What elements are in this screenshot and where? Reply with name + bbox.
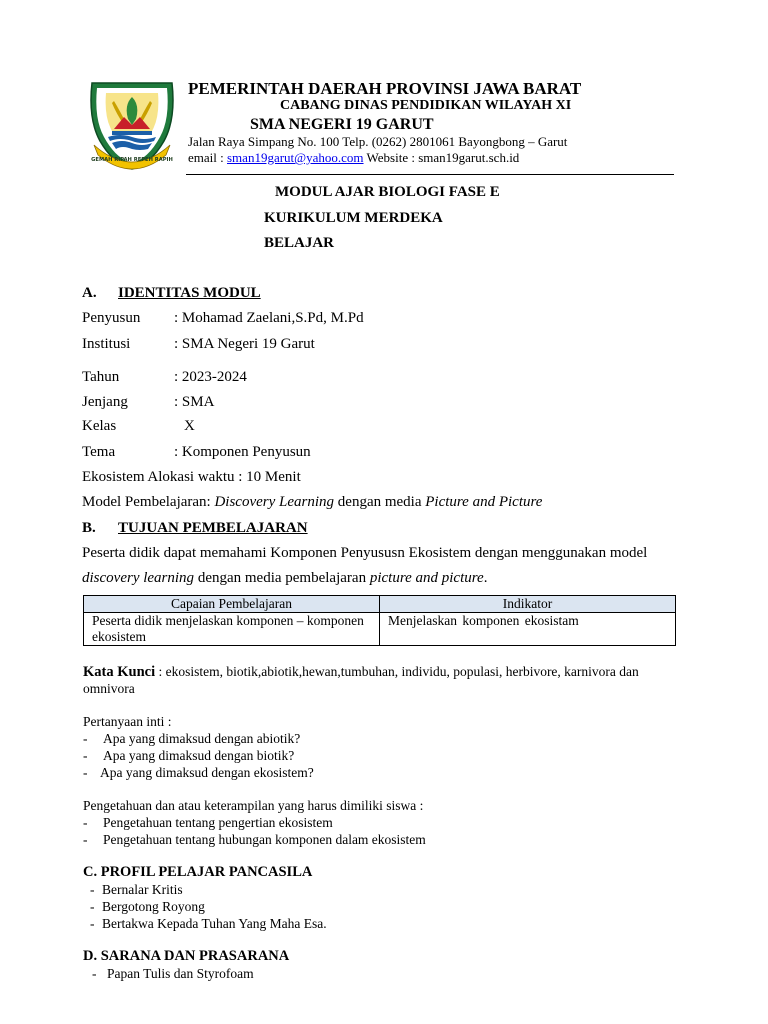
model-media: Picture and Picture bbox=[425, 494, 543, 510]
section-d-heading: D. SARANA DAN PRASARANA bbox=[83, 948, 290, 964]
alokasi-waktu: Ekosistem Alokasi waktu : 10 Menit bbox=[82, 469, 301, 485]
value-institusi: : SMA Negeri 19 Garut bbox=[174, 336, 315, 352]
cell-indikator: Menjelaskan komponen ekosistam bbox=[380, 613, 676, 646]
bullet: - bbox=[92, 966, 97, 981]
email-label: email : bbox=[188, 150, 227, 165]
tujuan-media: picture and picture bbox=[369, 570, 484, 586]
pertanyaan-heading: Pertanyaan inti : bbox=[83, 714, 172, 729]
list-item bbox=[83, 731, 88, 747]
header-indikator: Indikator bbox=[380, 596, 676, 613]
bullet: - bbox=[90, 916, 95, 931]
module-title: MODUL AJAR BIOLOGI FASE E bbox=[275, 184, 500, 200]
value-tahun: : 2023-2024 bbox=[174, 369, 247, 385]
bullet: - bbox=[83, 765, 88, 780]
curriculum-title-cont: BELAJAR bbox=[264, 235, 335, 251]
bullet: - bbox=[90, 882, 95, 897]
website-text: Website : sman19garut.sch.id bbox=[363, 150, 520, 165]
list-item bbox=[90, 899, 95, 915]
tujuan-paragraph: Peserta didik dapat memahami Komponen Penyususn Ekosistem dengan menggunakan model bbox=[82, 545, 648, 561]
label-tahun: Tahun bbox=[82, 369, 120, 385]
pertanyaan-item-1: Apa yang dimaksud dengan abiotik? bbox=[103, 731, 301, 746]
government-name: PEMERINTAH DAERAH PROVINSI JAWA BARAT bbox=[188, 79, 582, 98]
list-item bbox=[83, 748, 88, 764]
bullet: - bbox=[83, 832, 88, 847]
email-link[interactable]: sman19garut@yahoo.com bbox=[227, 150, 364, 165]
value-jenjang: : SMA bbox=[174, 394, 215, 410]
section-a-heading: IDENTITAS MODUL bbox=[118, 285, 261, 301]
contact-line bbox=[188, 150, 519, 166]
section-b-heading: TUJUAN PEMBELAJARAN bbox=[118, 520, 308, 536]
capaian-indikator-table bbox=[83, 595, 676, 646]
profil-item-3: Bertakwa Kepada Tuhan Yang Maha Esa. bbox=[102, 916, 327, 931]
tujuan-paragraph-cont bbox=[82, 570, 487, 587]
letterhead-divider bbox=[186, 174, 674, 175]
pertanyaan-item-2: Apa yang dimaksud dengan biotik? bbox=[103, 748, 295, 763]
kata-kunci-text: : ekosistem, biotik,abiotik,hewan,tumbuhan, individu, populasi, herbivore, karnivora dan bbox=[155, 664, 639, 679]
kata-kunci-cont: omnivora bbox=[83, 681, 135, 696]
model-pembelajaran bbox=[82, 494, 542, 511]
section-c-heading: C. PROFIL PELAJAR PANCASILA bbox=[83, 864, 313, 880]
label-kelas: Kelas bbox=[82, 418, 117, 434]
cell-capaian: Peserta didik menjelaskan komponen – komponen ekosistem bbox=[84, 613, 380, 646]
kata-kunci bbox=[83, 664, 639, 681]
label-penyusun: Penyusun bbox=[82, 310, 141, 326]
pengetahuan-item-1: Pengetahuan tentang pengertian ekosistem bbox=[103, 815, 333, 830]
table-header-row bbox=[84, 596, 676, 613]
pertanyaan-item-3: Apa yang dimaksud dengan ekosistem? bbox=[100, 765, 314, 780]
curriculum-title: KURIKULUM MERDEKA bbox=[264, 210, 443, 226]
kata-kunci-label: Kata Kunci bbox=[83, 664, 156, 680]
profil-item-2: Bergotong Royong bbox=[102, 899, 205, 914]
tujuan-end: . bbox=[483, 570, 488, 586]
school-name: SMA NEGERI 19 GARUT bbox=[250, 116, 434, 133]
label-tema: Tema bbox=[82, 444, 116, 460]
tujuan-model: discovery learning bbox=[82, 570, 195, 586]
list-item bbox=[83, 815, 88, 831]
list-item bbox=[83, 765, 88, 781]
profil-item-1: Bernalar Kritis bbox=[102, 882, 183, 897]
provincial-emblem-logo bbox=[84, 79, 180, 171]
tujuan-mid: dengan media pembelajaran bbox=[194, 570, 370, 586]
sarana-item-1: Papan Tulis dan Styrofoam bbox=[107, 966, 254, 981]
model-prefix: Model Pembelajaran: bbox=[82, 494, 215, 510]
bullet: - bbox=[83, 731, 88, 746]
value-penyusun: : Mohamad Zaelani,S.Pd, M.Pd bbox=[174, 310, 364, 326]
school-address: Jalan Raya Simpang No. 100 Telp. (0262) 2801061 Bayongbong – Garut bbox=[188, 134, 568, 149]
value-tema: : Komponen Penyusun bbox=[174, 444, 311, 460]
list-item bbox=[90, 882, 95, 898]
section-a-letter: A. bbox=[82, 285, 97, 301]
list-item bbox=[90, 916, 95, 932]
header-capaian: Capaian Pembelajaran bbox=[84, 596, 380, 613]
list-item bbox=[92, 966, 97, 982]
label-jenjang: Jenjang bbox=[82, 394, 128, 410]
bullet: - bbox=[83, 748, 88, 763]
svg-text:GEMAH RIPAH REPEH RAPIH: GEMAH RIPAH REPEH RAPIH bbox=[91, 157, 173, 163]
pengetahuan-heading: Pengetahuan dan atau keterampilan yang harus dimiliki siswa : bbox=[83, 798, 424, 813]
value-kelas: X bbox=[184, 418, 195, 434]
table-row bbox=[84, 613, 676, 646]
pengetahuan-item-2: Pengetahuan tentang hubungan komponen dalam ekosistem bbox=[103, 832, 426, 847]
section-b-letter: B. bbox=[82, 520, 96, 536]
office-name: CABANG DINAS PENDIDIKAN WILAYAH XI bbox=[280, 98, 572, 113]
label-institusi: Institusi bbox=[82, 336, 131, 352]
bullet: - bbox=[90, 899, 95, 914]
list-item bbox=[83, 832, 88, 848]
model-name: Discovery Learning bbox=[214, 494, 335, 510]
bullet: - bbox=[83, 815, 88, 830]
model-mid: dengan media bbox=[334, 494, 426, 510]
